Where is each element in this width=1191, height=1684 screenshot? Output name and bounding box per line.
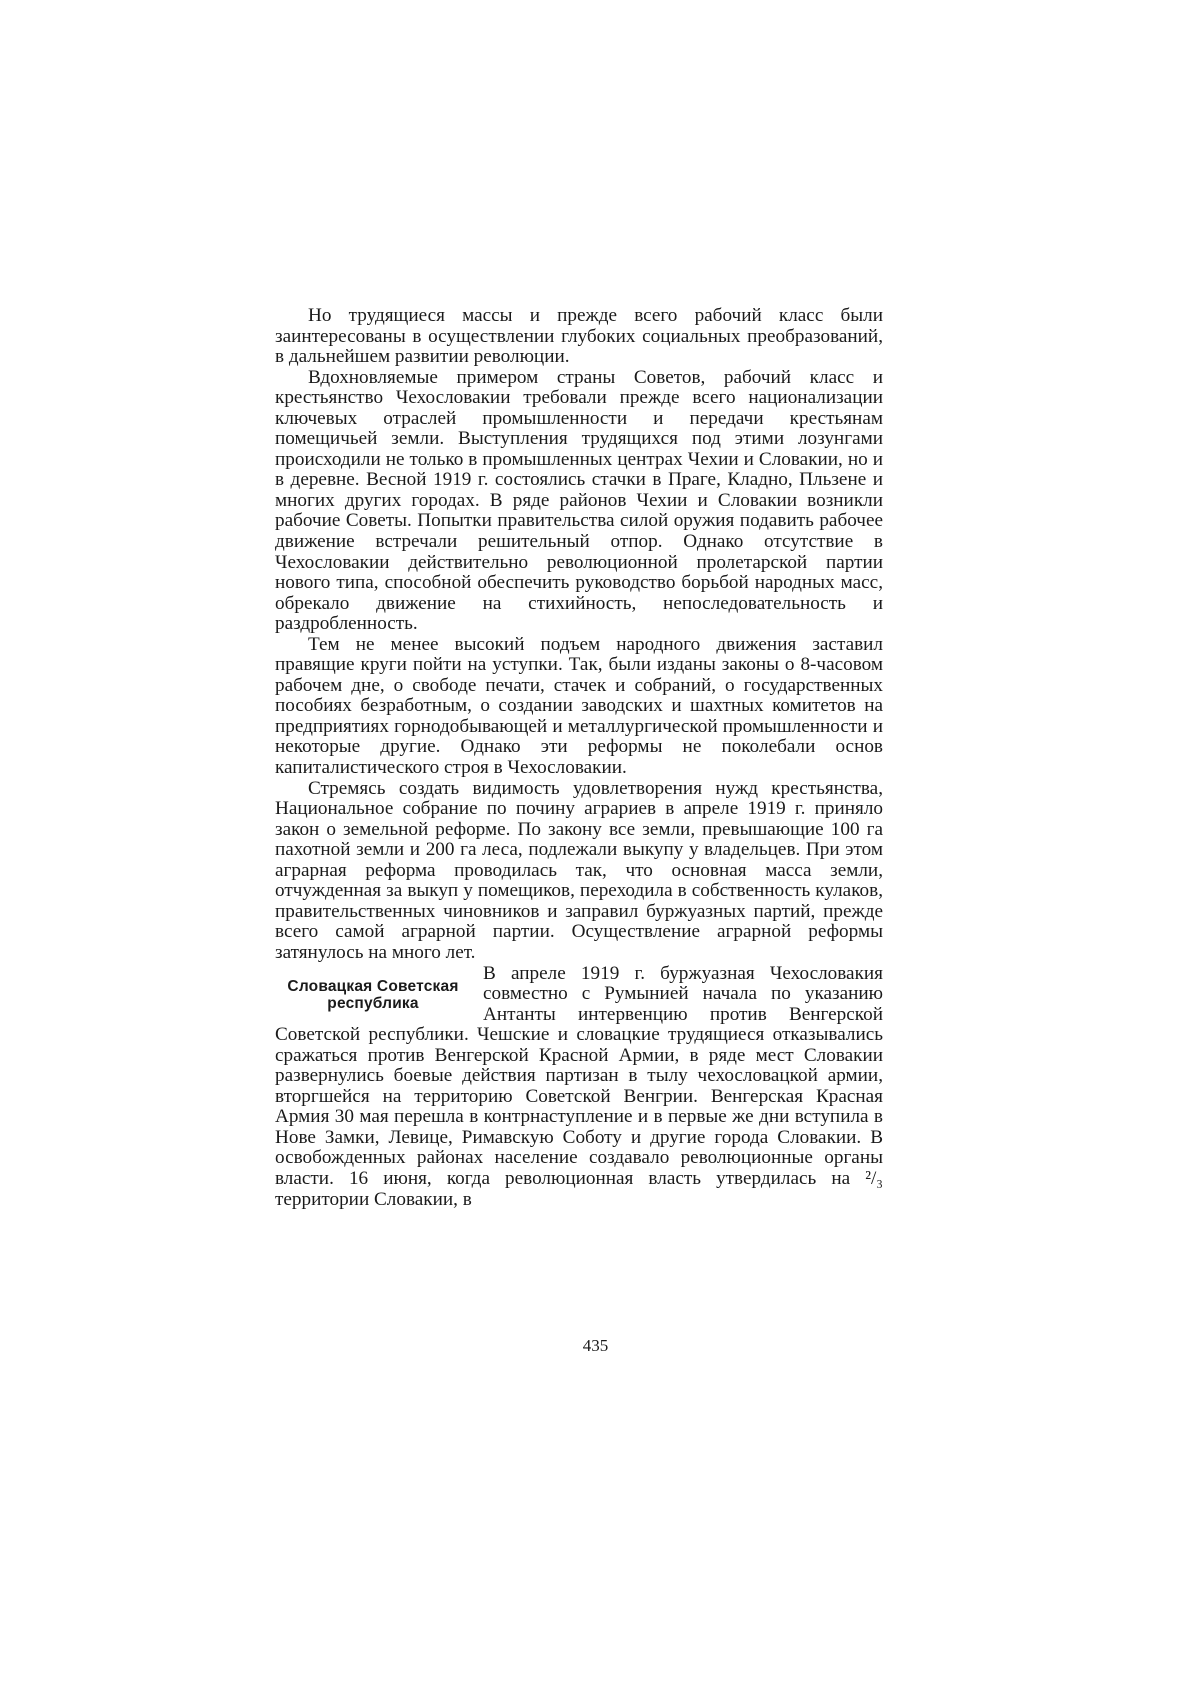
main-text xyxy=(275,306,883,1210)
section-heading: Словацкая Советская республика xyxy=(287,977,459,1012)
paragraph-3: Тем не менее высокий подъем народного движения заставил правящие круги пойти на уступки. Так, были изданы законы о 8-часовом рабочем дне, о свободе печати, стачек и собраний, о государственных пособиях безработным, о создании заводских и шахтных комитетов на предприятиях горнодобывающей и металлургической промышленности и некоторые другие. Однако эти реформы не поколебали основ капиталистического строя в Чехословакии. xyxy=(275,633,883,779)
page-number: 435 xyxy=(582,1336,609,1355)
paragraph-2: Вдохновляемые примером страны Советов, рабочий класс и крестьянство Чехословакии требовали прежде всего национализации ключевых отраслей промышленности и передачи крестьянам помещичьей земли. Выступления трудящихся под этими лозунгами происходили не только в промышленных центрах Чехии и Словакии, но и в деревне. Весной 1919 г. состоялись стачки в Праге, Кладно, Пльзене и многих других городах. В ряде районов Чехии и Словакии возникли рабочие Советы. Попытки правительства силой оружия подавить рабочее движение встречали решительный отпор. Однако отсутствие в Чехословакии действительно революционной пролетарской партии нового типа, способной обеспечить руководство борьбой народных масс, обрекало движение на стихийность, непоследовательность и раздробленность. xyxy=(275,366,883,635)
section-paragraph: В апреле 1919 г. буржуазная Чехословакия совместно с Румынией начала по указанию Антанты интервенцию против Венгерской Советской республики. Чешские и словацкие трудящиеся отказывались сражаться против Венгерской Красной Армии, в ряде мест Словакии развернулись боевые действия партизан в тылу чехословацкой армии, вторгшейся на территорию Советской Венгрии. Венгерская Красная Армия 30 мая перешла в контрнаступление и в первые же дни вступила в Нове Замки, Левице, Римавскую Соботу и другие города Словакии. В освобожденных районах население создавало революционные органы власти. 16 июня, когда революционная власть утвердилась на ²/₃ территории Словакии, в xyxy=(275,962,883,1210)
paragraph-4: Стремясь создать видимость удовлетворения нужд крестьянства, Национальное собрание по почину аграриев в апреле 1919 г. приняло закон о земельной реформе. По закону все земли, превышающие 100 га пахотной земли и 200 га леса, подлежали выкупу у владельцев. При этом аграрная реформа проводилась так, что основная масса земли, отчужденная за выкуп у помещиков, переходила в собственность кулаков, правительственных чиновников и заправил буржуазных партий, прежде всего самой аграрной партии. Осуществление аграрной реформы затянулось на много лет. xyxy=(275,777,883,963)
paragraph-1: Но трудящиеся массы и прежде всего рабочий класс были заинтересованы в осуществлении глубоких социальных преобразований, в дальнейшем развитии революции. xyxy=(275,305,883,368)
